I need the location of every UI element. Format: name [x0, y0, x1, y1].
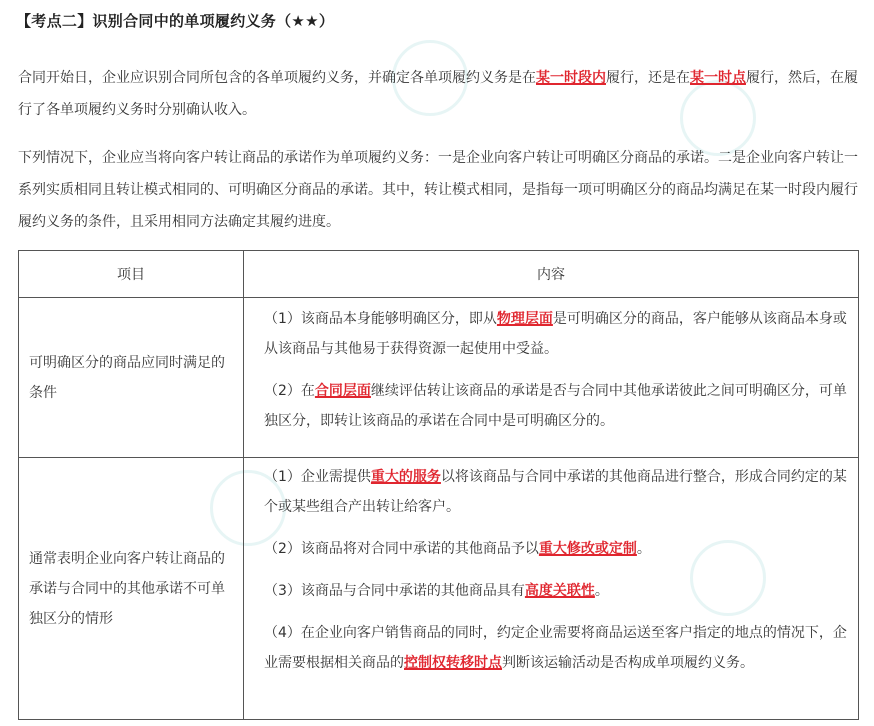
item-text: （3）该商品与合同中承诺的其他商品具有: [264, 583, 525, 599]
list-item: [256, 576, 848, 606]
item-text: （2）该商品将对合同中承诺的其他商品予以: [264, 541, 539, 557]
row-content: [244, 298, 859, 458]
highlight-term: 物理层面: [496, 311, 553, 327]
item-text: 以将该商品与合同中承诺的其他商品进行整合，形成合同约定的某个或某些组合产出转让给客户。: [264, 469, 847, 515]
highlight-term: 高度关联性: [524, 583, 595, 599]
header-item: 项目: [19, 251, 244, 298]
conditions-paragraph: 下列情况下，企业应当将向客户转让商品的承诺作为单项履约义务：一是企业向客户转让可明确区分商品的承诺。二是企业向客户转让一系列实质相同且转让模式相同的、可明确区分商品的承诺。其中，转让模式相同，是指每一项可明确区分的商品均满足在某一时段内履行履约义务的条件，且采用相同方法确定其履约进度。: [18, 150, 858, 230]
item-text: 判断该运输活动是否构成单项履约义务。: [502, 655, 754, 671]
item-text: 。: [636, 541, 651, 557]
list-item: [256, 304, 848, 364]
row-content: [244, 458, 859, 720]
intro-text: 合同开始日，企业应识别合同所包含的各单项履约义务，并确定各单项履约义务是在: [18, 70, 536, 86]
highlight-period: 某一时段内: [536, 70, 606, 86]
list-item: [256, 462, 848, 522]
list-item: [256, 618, 848, 678]
header-content: 内容: [244, 251, 859, 298]
item-text: （1）该商品本身能够明确区分，即从: [264, 311, 497, 327]
row-label: 通常表明企业向客户转让商品的承诺与合同中的其他承诺不可单独区分的情形: [19, 458, 244, 720]
item-text: 。: [594, 583, 609, 599]
highlight-term: 合同层面: [314, 383, 371, 399]
item-text: 是可明确区分的商品，客户能够从该商品本身或从该商品与其他易于获得资源一起使用中受益。: [264, 311, 847, 357]
row-label: 可明确区分的商品应同时满足的条件: [19, 298, 244, 458]
list-item: [256, 376, 848, 436]
obligation-table: [18, 250, 859, 720]
item-text: （2）在: [264, 383, 315, 399]
intro-text: 履行，还是在: [606, 70, 690, 86]
list-item: [256, 534, 848, 564]
item-text: 继续评估转让该商品的承诺是否与合同中其他承诺彼此之间可明确区分，可单独区分，即转让该商品的承诺在合同中是可明确区分的。: [264, 383, 847, 429]
intro-text: 履行，然后，在履行了各单项履约义务时分别确认收入。: [18, 70, 858, 118]
highlight-term: 重大的服务: [370, 469, 441, 485]
section-title: 【考点二】识别合同中的单项履约义务（★★）: [16, 12, 335, 30]
table-row: [19, 458, 859, 720]
highlight-term: 重大修改或定制: [538, 541, 637, 557]
item-text: （1）企业需提供: [264, 469, 371, 485]
item-text: （4）在企业向客户销售商品的同时，约定企业需要将商品运送至客户指定的地点的情况下，企业需要根据相关商品的: [264, 625, 847, 671]
highlight-term: 控制权转移时点: [404, 655, 502, 671]
table-header-row: [19, 251, 859, 298]
intro-paragraph: [18, 62, 858, 126]
table-row: [19, 298, 859, 458]
highlight-point: 某一时点: [690, 70, 746, 86]
